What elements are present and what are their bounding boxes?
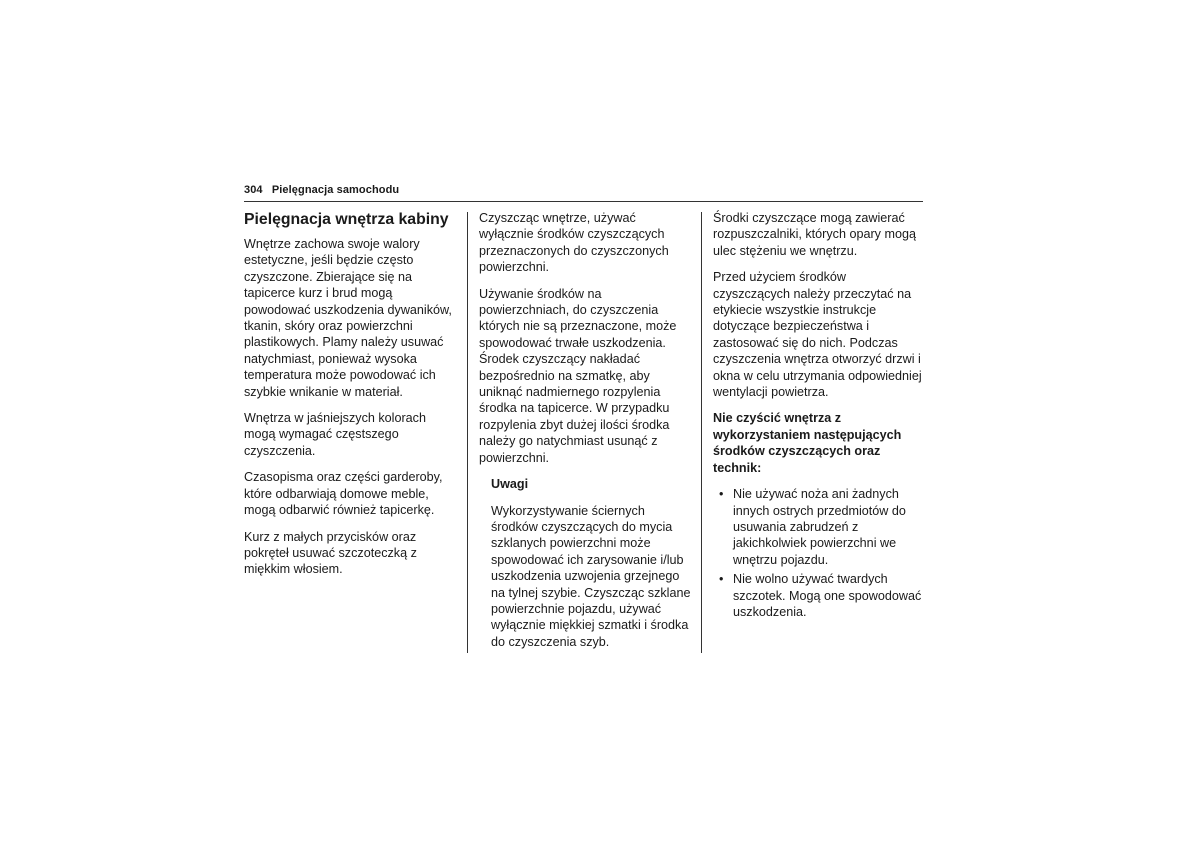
paragraph: Wnętrze zachowa swoje walory estetyczne, jeśli będzie często czyszczone. Zbierające się na tapicerce kurz i brud mogą powodować uszkodzenia dywaników, tkanin, skóry oraz powierzchni plastikowych. Plamy należy usuwać natychmiast, ponieważ wysoka temperatura może powodować ich szybkie wnikanie w materiał.: [244, 237, 452, 399]
section-title: Pielęgnacja wnętrza kabiny: [244, 211, 449, 228]
paragraph: Czyszcząc wnętrze, używać wyłącznie środków czyszczących przeznaczonych do czyszczonych powierzchni.: [479, 211, 669, 275]
chapter-title: Pielęgnacja samochodu: [271, 184, 400, 196]
paragraph: Używanie środków na powierzchniach, do czyszczenia których nie są przeznaczone, może spowodować trwałe uszkodzenia. Środek czyszczący nakładać bezpośrednio na szmatkę, aby uniknąć nadmiernego rozpylenia środka na tapicerce. W przypadku rozpylenia zbyt dużej ilości środka należy go natychmiast usunąć z powierzchni.: [479, 286, 677, 465]
column-1: [244, 210, 456, 588]
list-item: [713, 571, 925, 620]
paragraph: Wnętrza w jaśniejszych kolorach mogą wymagać częstszego czyszczenia.: [244, 411, 426, 458]
header-divider: [244, 201, 923, 202]
list-item-text: Nie używać noża ani żadnych innych ostrych przedmiotów do usuwania zabrudzeń z jakichkolwiek powierzchni we wnętrzu pojazdu.: [733, 487, 906, 567]
paragraph: Czasopisma oraz części garderoby, które odbarwiają domowe meble, mogą odbarwić również tapicerkę.: [244, 470, 443, 518]
note-box: [491, 476, 691, 650]
note-text: Wykorzystywanie ściernych środków czyszczących do mycia szklanych powierzchni może spowodować ich zarysowanie i/lub uszkodzenia uzwojenia grzejnego na tylnej szybie. Czyszcząc szklane powierzchnie pojazdu, używać wyłącznie miękkiej szmatki i środka do czyszczenia szyb.: [491, 503, 691, 649]
bullet-icon: •: [719, 572, 724, 587]
bullet-list: [713, 486, 925, 620]
page-number: 304: [244, 184, 263, 196]
paragraph: Kurz z małych przycisków oraz pokręteł usuwać szczoteczką z miękkim włosiem.: [244, 529, 417, 577]
column-3: [713, 210, 925, 623]
paragraph: Przed użyciem środków czyszczących należy przeczytać na etykiecie wszystkie instrukcje dotyczące bezpieczeństwa i zastosować się do nich. Podczas czyszczenia wnętrza otworzyć drzwi i okna w celu utrzymania odpowiedniej wentylacji powietrza.: [713, 270, 922, 400]
list-item: [713, 486, 925, 568]
column-divider: [701, 212, 702, 653]
bullet-icon: •: [719, 487, 724, 502]
list-item-text: Nie wolno używać twardych szczotek. Mogą one spowodować uszkodzenia.: [733, 572, 922, 619]
page-header: [244, 184, 399, 196]
note-title: Uwagi: [491, 477, 529, 492]
paragraph: Środki czyszczące mogą zawierać rozpuszczalniki, których opary mogą ulec stężeniu we wnętrzu.: [713, 211, 916, 258]
warning-intro: Nie czyścić wnętrza z wykorzystaniem następujących środków czyszczących oraz technik:: [713, 411, 902, 475]
column-2: [479, 210, 691, 660]
column-divider: [467, 212, 468, 653]
